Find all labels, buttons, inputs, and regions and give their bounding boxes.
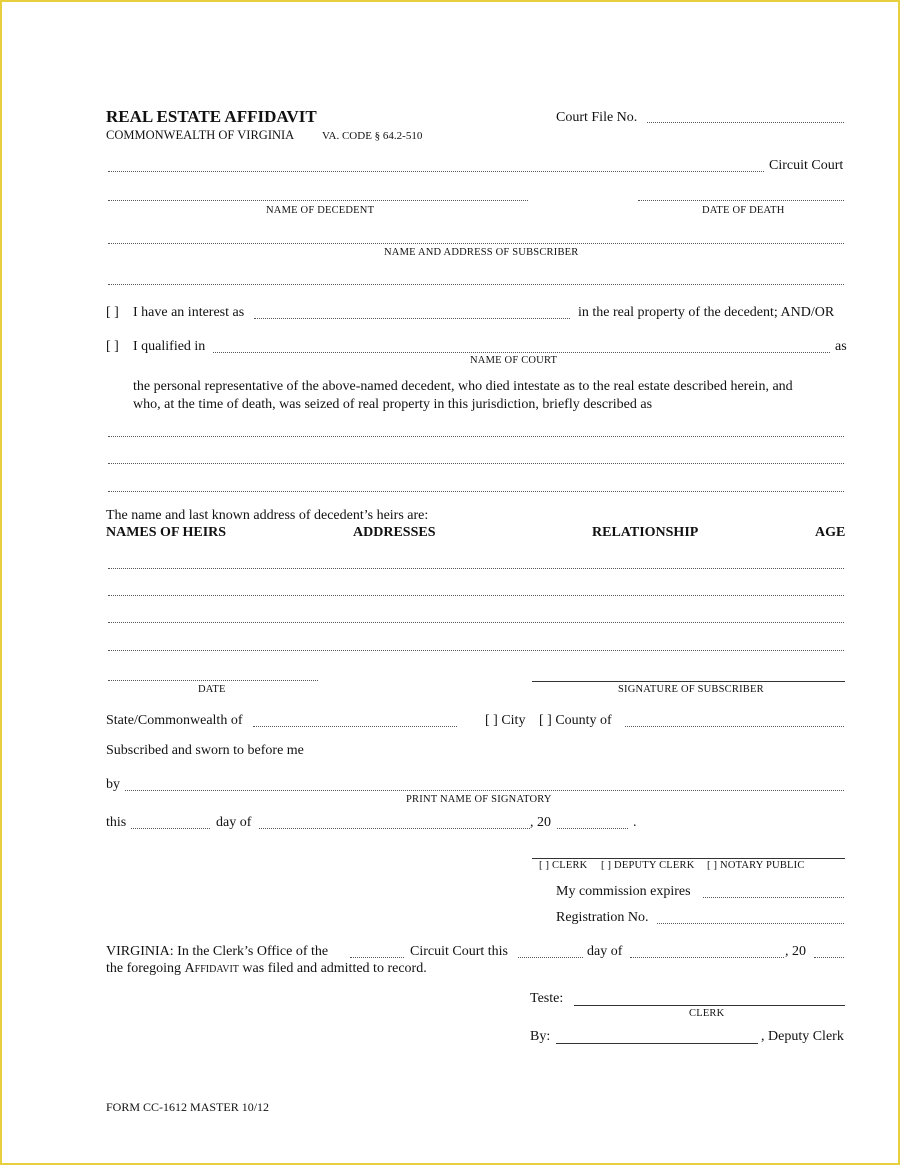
court-file-label: Court File No.: [556, 110, 638, 125]
qualified-label: I qualified in: [133, 339, 206, 354]
heir-row-4[interactable]: [108, 650, 844, 651]
record-line1-a: VIRGINIA: In the Clerk’s Office of the: [106, 944, 329, 959]
subscriber-signature-line[interactable]: [532, 681, 845, 682]
month-field[interactable]: [259, 828, 530, 829]
description-line-1[interactable]: [108, 436, 844, 437]
record-affidavit-word: Affidavit: [184, 961, 239, 976]
interest-checkbox[interactable]: [ ]: [106, 305, 119, 320]
record-line2-a: the foregoing: [106, 961, 182, 976]
teste-signature-line[interactable]: [574, 1005, 845, 1006]
by-deputy-label: By:: [530, 1029, 551, 1044]
court-file-field[interactable]: [647, 122, 844, 123]
commonwealth-label: COMMONWEALTH OF VIRGINIA: [106, 128, 295, 142]
circuit-court-field[interactable]: [108, 171, 764, 172]
paragraph-line-2: who, at the time of death, was seized of real property in this jurisdiction, briefly described as: [133, 397, 653, 412]
va-code-label: VA. CODE § 64.2-510: [322, 130, 423, 142]
date-of-death-field[interactable]: [638, 200, 844, 201]
record-line1-c: day of: [587, 944, 623, 959]
caption-signature-of-subscriber: SIGNATURE OF SUBSCRIBER: [618, 684, 764, 695]
record-court-field[interactable]: [350, 957, 404, 958]
circuit-court-label: Circuit Court: [769, 158, 844, 173]
subscriber-address-field[interactable]: [108, 284, 844, 285]
column-relationship: RELATIONSHIP: [592, 525, 699, 540]
qualified-checkbox[interactable]: [ ]: [106, 339, 119, 354]
caption-name-of-court: NAME OF COURT: [470, 355, 558, 366]
column-names-of-heirs: NAMES OF HEIRS: [106, 525, 227, 540]
caption-clerk: CLERK: [689, 1008, 725, 1019]
city-checkbox[interactable]: [ ] City: [485, 713, 526, 728]
qualified-suffix: as: [835, 339, 847, 354]
heir-row-2[interactable]: [108, 595, 844, 596]
interest-field[interactable]: [254, 318, 570, 319]
role-clerk-checkbox[interactable]: [ ] CLERK: [539, 860, 588, 871]
record-day-field[interactable]: [518, 957, 583, 958]
commission-field[interactable]: [703, 897, 844, 898]
deputy-clerk-signature-line[interactable]: [556, 1043, 758, 1044]
decedent-name-field[interactable]: [108, 200, 528, 201]
record-year-field[interactable]: [814, 957, 844, 958]
registration-label: Registration No.: [556, 910, 649, 925]
sentence-period: .: [633, 815, 637, 830]
date-field[interactable]: [108, 680, 318, 681]
subscriber-field[interactable]: [108, 243, 844, 244]
county-field[interactable]: [625, 726, 844, 727]
registration-field[interactable]: [657, 923, 844, 924]
caption-date-of-death: DATE OF DEATH: [702, 205, 785, 216]
record-month-field[interactable]: [630, 957, 784, 958]
state-field[interactable]: [253, 726, 457, 727]
interest-label: I have an interest as: [133, 305, 245, 320]
day-of-label: day of: [216, 815, 252, 830]
caption-name-of-decedent: NAME OF DECEDENT: [266, 205, 375, 216]
role-notary-public-checkbox[interactable]: [ ] NOTARY PUBLIC: [707, 860, 805, 871]
column-age: AGE: [815, 525, 846, 540]
interest-suffix: in the real property of the decedent; AND/OR: [578, 305, 835, 320]
year-field[interactable]: [557, 828, 628, 829]
teste-label: Teste:: [530, 991, 564, 1006]
heir-row-1[interactable]: [108, 568, 844, 569]
record-line1-b: Circuit Court this: [410, 944, 508, 959]
notary-signature-line[interactable]: [532, 858, 845, 859]
record-line1-d: , 20: [785, 944, 806, 959]
day-field[interactable]: [131, 828, 210, 829]
caption-print-name-signatory: PRINT NAME OF SIGNATORY: [406, 794, 552, 805]
this-label: this: [106, 815, 127, 830]
column-addresses: ADDRESSES: [353, 525, 436, 540]
role-deputy-clerk-checkbox[interactable]: [ ] DEPUTY CLERK: [601, 860, 695, 871]
by-label: by: [106, 777, 120, 792]
description-line-2[interactable]: [108, 463, 844, 464]
record-line2: [106, 961, 427, 977]
record-line2-b: was filed and admitted to record.: [242, 961, 427, 976]
sworn-statement: Subscribed and sworn to before me: [106, 743, 304, 758]
commission-label: My commission expires: [556, 884, 691, 899]
paragraph-line-1: the personal representative of the above-named decedent, who died intestate as to the real estate described herein, and: [133, 379, 793, 394]
qualified-court-field[interactable]: [213, 352, 830, 353]
deputy-clerk-label: , Deputy Clerk: [761, 1029, 844, 1044]
signatory-name-field[interactable]: [125, 790, 844, 791]
heirs-intro: The name and last known address of decedent’s heirs are:: [106, 508, 429, 523]
state-label: State/Commonwealth of: [106, 713, 243, 728]
county-checkbox[interactable]: [ ] County of: [539, 713, 612, 728]
description-line-3[interactable]: [108, 491, 844, 492]
form-id: FORM CC-1612 MASTER 10/12: [106, 1100, 270, 1114]
form-title: REAL ESTATE AFFIDAVIT: [106, 107, 317, 126]
caption-name-address-subscriber: NAME AND ADDRESS OF SUBSCRIBER: [384, 247, 579, 258]
year-prefix: , 20: [530, 815, 551, 830]
caption-date: DATE: [198, 684, 226, 695]
heir-row-3[interactable]: [108, 622, 844, 623]
